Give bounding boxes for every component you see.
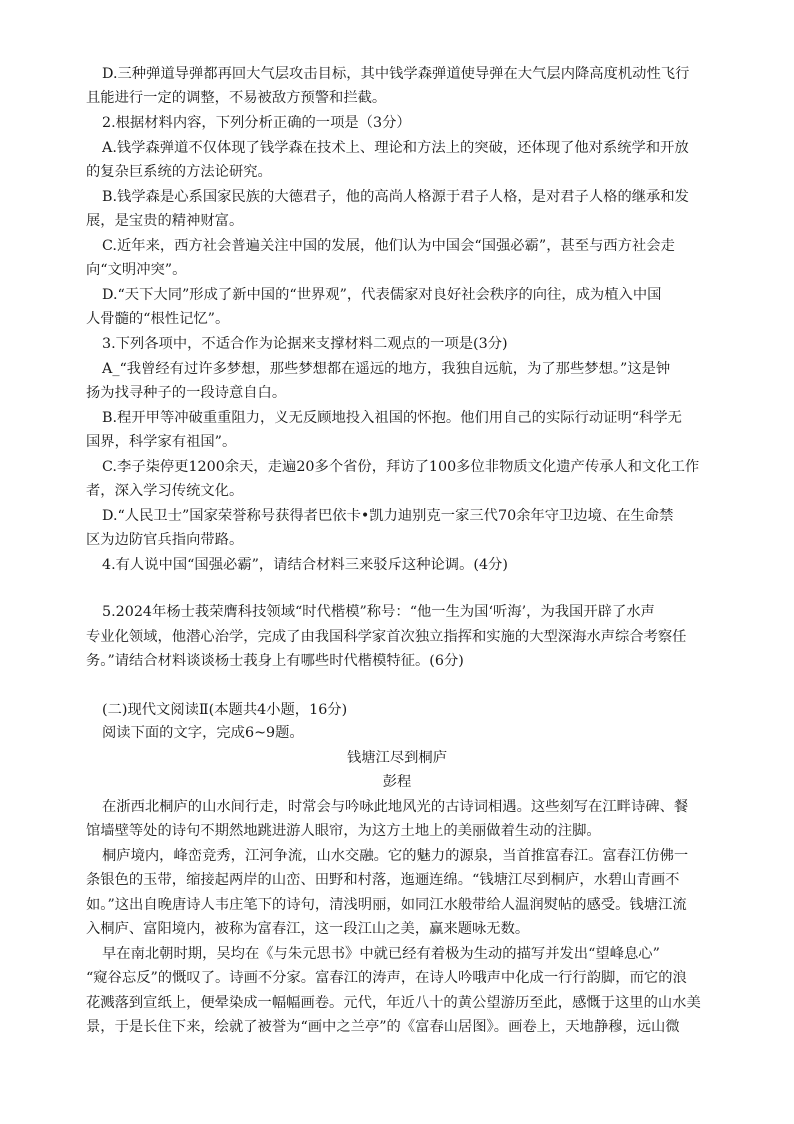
q3-option-b-line-2: 国界，科学家有祖国”。 <box>86 434 237 450</box>
q2-option-c-line-2: 向“文明冲突”。 <box>86 262 187 278</box>
reading-instruction: 阅读下面的文字，完成6~9题。 <box>102 725 304 741</box>
q3-option-a-line-1: A_“我曾经有过许多梦想，那些梦想都在遥远的地方，我独自远航，为了那些梦想。”这是钟 <box>102 361 671 377</box>
paragraph-3-line-4: 景，于是长住下来，绘就了被誉为“画中之兰亭”的《富春山居图》。画卷上，天地静穆，远山微 <box>86 1019 680 1035</box>
q3-option-b-line-1: B.程开甲等冲破重重阻力，义无反顾地投入祖国的怀抱。他们用自己的实际行动证明“科学无 <box>102 410 682 426</box>
paragraph-2-line-1: 桐庐境内，峰峦竞秀，江河争流，山水交融。它的魅力的源泉，当首推富春江。富春江仿佛一 <box>102 848 689 864</box>
paragraph-1-line-1: 在浙西北桐庐的山水间行走，时常会与吟咏此地风光的古诗词相遇。这些刻写在江畔诗碑、餐 <box>102 799 689 815</box>
q3-option-c-line-1: C.李子柒停更1200余天，走遍20多个省份，拜访了100多位非物质文化遗产传承人和文化工作 <box>102 459 700 475</box>
paragraph-3-line-2: “窥谷忘反”的慨叹了。诗画不分家。富春江的涛声，在诗人吟哦声中化成一行行韵脚，而它的浪 <box>86 970 687 986</box>
paragraph-2-line-4: 入桐庐、富阳境内，被称为富春江，这一段江山之美，赢来题咏无数。 <box>86 921 530 937</box>
q2-option-b-line-2: 展，是宝贵的精神财富。 <box>86 213 244 229</box>
article-title: 钱塘江尽到桐庐 <box>346 750 448 766</box>
paragraph-2-line-2: 条银色的玉带，缩接起两岸的山峦、田野和村落，迤逦连绵。“钱塘江尽到桐庐，水碧山青画不 <box>86 872 680 888</box>
q3-option-a-line-2: 扬为找寻种子的一段诗意自白。 <box>86 385 287 401</box>
paragraph-3-line-1: 早在南北朝时期，吴均在《与朱元思书》中就已经有着极为生动的描写并发出“望峰息心” <box>102 946 660 962</box>
question-5-line-1: 5.2024年杨士莪荣膺科技领域“时代楷模”称号：“他一生为国‘听海’，为我国开辟了水声 <box>102 604 655 620</box>
paragraph-3-line-3: 花溅落到宣纸上，便晕染成一幅幅画卷。元代，年近八十的黄公望游历至此，感慨于这里的山水美 <box>86 995 701 1011</box>
q3-option-d-line-2: 区为边防官兵指向带路。 <box>86 532 244 548</box>
question-5-line-3: 务。”请结合材料谈谈杨士莪身上有哪些时代楷模特征。(6分) <box>86 653 464 669</box>
question-3: 3.下列各项中，不适合作为论据来支撑材料二观点的一项是(3分) <box>102 336 508 352</box>
q2-option-a-line-1: A.钱学森弹道不仅体现了钱学森在技术上、理论和方法上的突破，还体现了他对系统学和开放 <box>102 140 689 156</box>
article-author: 彭程 <box>382 774 412 790</box>
section-heading: (二)现代文阅读Ⅱ(本题共4小题，16分) <box>102 702 348 718</box>
q3-option-c-line-2: 者，深入学习传统文化。 <box>86 483 244 499</box>
question-4: 4.有人说中国“国强必霸”，请结合材料三来驳斥这种论调。(4分) <box>102 557 508 573</box>
question-5-line-2: 专业化领域，他潜心治学，完成了由我国科学家首次独立指挥和实施的大型深海水声综合考察任 <box>86 629 687 645</box>
question-2: 2.根据材料内容，下列分析正确的一项是（3分） <box>102 115 411 131</box>
q2-option-d-line-2: 人骨髓的“根性记忆”。 <box>86 311 230 327</box>
q2-option-c-line-1: C.近年来，西方社会普遍关注中国的发展，他们认为中国会“国强必霸”，甚至与西方社会走 <box>102 238 675 254</box>
paragraph-2-line-3: 如。”这出自晚唐诗人韦庄笔下的诗句，清浅明丽，如同江水般带给人温润熨帖的感受。钱塘江流 <box>86 897 687 913</box>
option-d-line-2: 且能进行一定的调整，不易被敌方预警和拦截。 <box>86 90 387 106</box>
paragraph-1-line-2: 馆墙壁等处的诗句不期然地跳进游人眼帘，为这方土地上的美丽做着生动的注脚。 <box>86 823 601 839</box>
q2-option-a-line-2: 的复杂巨系统的方法论研究。 <box>86 164 272 180</box>
q2-option-d-line-1: D.“天下大同”形成了新中国的“世界观”，代表儒家对良好社会秩序的向往，成为植入中国 <box>102 287 662 303</box>
q2-option-b-line-1: B.钱学森是心系国家民族的大德君子，他的高尚人格源于君子人格，是对君子人格的继承和发 <box>102 189 689 205</box>
option-d-line-1: D.三种弹道导弹都再回大气层攻击目标，其中钱学森弹道使导弹在大气层内降高度机动性飞行 <box>102 66 690 82</box>
q3-option-d-line-1: D.“人民卫士”国家荣誉称号获得者巴依卡•凯力迪别克一家三代70余年守卫边境、在生命禁 <box>102 508 674 524</box>
